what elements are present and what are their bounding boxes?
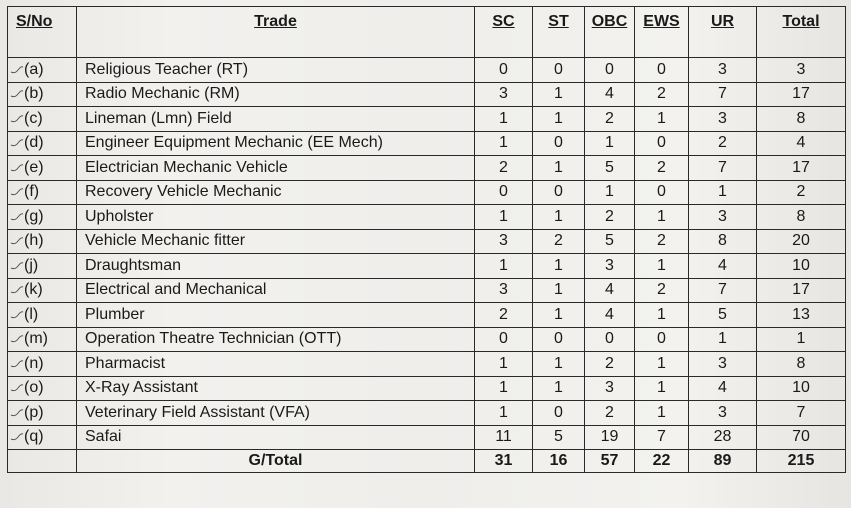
table-row [8,107,846,132]
row-sno [8,82,77,107]
header-row [8,7,846,58]
row-st: 1 [533,82,585,107]
row-ur: 3 [689,205,757,230]
row-obc: 2 [585,205,635,230]
row-sc: 3 [475,278,533,303]
row-sno-label: (l) [24,305,39,323]
row-total: 8 [757,107,846,132]
row-total: 10 [757,254,846,279]
row-sno-label: (p) [24,403,44,421]
grand-total-st: 16 [533,450,585,473]
row-sc: 1 [475,376,533,401]
row-sno-label: (j) [24,256,39,274]
table-body [8,58,846,450]
row-ur: 7 [689,156,757,181]
row-total: 17 [757,156,846,181]
table-row [8,82,846,107]
table-row [8,327,846,352]
row-ews: 2 [635,278,689,303]
row-sno [8,205,77,230]
row-sno-label: (b) [24,85,44,103]
row-st: 0 [533,58,585,83]
row-ur: 28 [689,425,757,450]
row-ur: 5 [689,303,757,328]
row-trade: Operation Theatre Technician (OTT) [77,327,475,352]
row-sno-label: (m) [24,330,48,348]
row-ews: 2 [635,156,689,181]
row-ews: 7 [635,425,689,450]
table-row [8,425,846,450]
header-total: Total [757,7,846,58]
row-st: 2 [533,229,585,254]
handwritten-tick-icon [10,89,24,99]
row-trade: Safai [77,425,475,450]
header-obc: OBC [585,7,635,58]
handwritten-tick-icon [10,212,24,222]
handwritten-tick-icon [10,285,24,295]
row-ews: 1 [635,205,689,230]
header-trade: Trade [77,7,475,58]
row-sc: 1 [475,107,533,132]
grand-total-obc: 57 [585,450,635,473]
row-sno-label: (o) [24,379,44,397]
row-sno-label: (d) [24,134,44,152]
row-sc: 0 [475,58,533,83]
row-sno [8,352,77,377]
row-st: 1 [533,303,585,328]
row-total: 13 [757,303,846,328]
row-trade: Vehicle Mechanic fitter [77,229,475,254]
row-sc: 1 [475,254,533,279]
row-obc: 3 [585,376,635,401]
grand-total-ews: 22 [635,450,689,473]
row-ur: 4 [689,376,757,401]
row-ur: 2 [689,131,757,156]
row-trade: Recovery Vehicle Mechanic [77,180,475,205]
row-ews: 1 [635,107,689,132]
row-obc: 5 [585,156,635,181]
row-obc: 4 [585,82,635,107]
row-total: 8 [757,205,846,230]
row-ur: 1 [689,180,757,205]
row-st: 1 [533,156,585,181]
row-sno [8,376,77,401]
row-total: 7 [757,401,846,426]
row-sno [8,327,77,352]
row-sc: 0 [475,180,533,205]
handwritten-tick-icon [10,163,24,173]
row-total: 17 [757,278,846,303]
row-sno [8,156,77,181]
row-sno-label: (c) [24,109,43,127]
table-row [8,401,846,426]
row-ews: 1 [635,401,689,426]
row-sno [8,131,77,156]
handwritten-tick-icon [10,187,24,197]
row-sno [8,401,77,426]
row-obc: 3 [585,254,635,279]
row-obc: 4 [585,303,635,328]
row-st: 1 [533,254,585,279]
row-trade: Plumber [77,303,475,328]
row-sno-label: (a) [24,60,44,78]
row-st: 0 [533,401,585,426]
row-st: 5 [533,425,585,450]
trade-vacancy-table [7,6,846,473]
grand-total-ur: 89 [689,450,757,473]
row-st: 1 [533,352,585,377]
table-row [8,254,846,279]
row-ews: 1 [635,352,689,377]
row-sno [8,107,77,132]
row-ur: 3 [689,107,757,132]
row-total: 4 [757,131,846,156]
row-st: 0 [533,180,585,205]
handwritten-tick-icon [10,261,24,271]
row-ur: 7 [689,278,757,303]
row-obc: 0 [585,327,635,352]
header-sc: SC [475,7,533,58]
row-ur: 8 [689,229,757,254]
handwritten-tick-icon [10,408,24,418]
row-obc: 19 [585,425,635,450]
table-row [8,229,846,254]
row-trade: X-Ray Assistant [77,376,475,401]
row-sc: 3 [475,82,533,107]
table-row [8,352,846,377]
handwritten-tick-icon [10,65,24,75]
handwritten-tick-icon [10,334,24,344]
row-ews: 1 [635,254,689,279]
row-ews: 1 [635,376,689,401]
row-total: 17 [757,82,846,107]
row-total: 1 [757,327,846,352]
row-sno [8,229,77,254]
row-sc: 0 [475,327,533,352]
row-total: 8 [757,352,846,377]
row-ews: 2 [635,82,689,107]
row-obc: 0 [585,58,635,83]
row-ur: 4 [689,254,757,279]
row-sno [8,254,77,279]
row-st: 0 [533,327,585,352]
row-sc: 11 [475,425,533,450]
row-trade: Radio Mechanic (RM) [77,82,475,107]
handwritten-tick-icon [10,310,24,320]
row-sc: 1 [475,131,533,156]
grand-total-total: 215 [757,450,846,473]
row-trade: Electrician Mechanic Vehicle [77,156,475,181]
row-st: 1 [533,205,585,230]
row-trade: Engineer Equipment Mechanic (EE Mech) [77,131,475,156]
row-ews: 1 [635,303,689,328]
row-sno-label: (f) [24,183,40,201]
row-sno [8,425,77,450]
row-total: 2 [757,180,846,205]
handwritten-tick-icon [10,138,24,148]
row-ur: 7 [689,82,757,107]
header-st: ST [533,7,585,58]
row-sc: 3 [475,229,533,254]
row-trade: Veterinary Field Assistant (VFA) [77,401,475,426]
row-sc: 1 [475,205,533,230]
handwritten-tick-icon [10,432,24,442]
table-row [8,131,846,156]
table-row [8,303,846,328]
row-obc: 2 [585,401,635,426]
row-trade: Electrical and Mechanical [77,278,475,303]
row-sno-label: (h) [24,232,44,250]
row-ews: 0 [635,131,689,156]
handwritten-tick-icon [10,236,24,246]
table-row [8,376,846,401]
row-obc: 1 [585,131,635,156]
row-st: 1 [533,107,585,132]
row-total: 70 [757,425,846,450]
row-ews: 0 [635,327,689,352]
row-sno-label: (q) [24,428,44,446]
header-ews: EWS [635,7,689,58]
table-row [8,278,846,303]
row-trade: Lineman (Lmn) Field [77,107,475,132]
row-st: 1 [533,376,585,401]
row-obc: 2 [585,352,635,377]
row-sno [8,303,77,328]
row-total: 20 [757,229,846,254]
row-obc: 1 [585,180,635,205]
row-sno-label: (n) [24,354,44,372]
table-row [8,205,846,230]
grand-total-label: G/Total [77,450,475,473]
row-trade: Pharmacist [77,352,475,377]
grand-total-row [8,450,846,473]
row-sno-label: (k) [24,281,43,299]
row-sc: 1 [475,401,533,426]
row-total: 3 [757,58,846,83]
row-obc: 4 [585,278,635,303]
row-sno-label: (g) [24,207,44,225]
row-obc: 2 [585,107,635,132]
row-ur: 1 [689,327,757,352]
handwritten-tick-icon [10,114,24,124]
row-sno [8,278,77,303]
row-ews: 0 [635,58,689,83]
row-sno [8,180,77,205]
row-sno-label: (e) [24,158,44,176]
row-total: 10 [757,376,846,401]
row-trade: Upholster [77,205,475,230]
table-row [8,180,846,205]
row-sc: 1 [475,352,533,377]
row-ur: 3 [689,401,757,426]
row-obc: 5 [585,229,635,254]
row-ur: 3 [689,58,757,83]
grand-total-sc: 31 [475,450,533,473]
row-sc: 2 [475,156,533,181]
header-ur: UR [689,7,757,58]
row-ur: 3 [689,352,757,377]
row-sno [8,58,77,83]
row-st: 1 [533,278,585,303]
grand-total-sno-cell [8,450,77,473]
row-st: 0 [533,131,585,156]
row-ews: 0 [635,180,689,205]
table-row [8,156,846,181]
row-trade: Draughtsman [77,254,475,279]
table-row [8,58,846,83]
handwritten-tick-icon [10,359,24,369]
row-trade: Religious Teacher (RT) [77,58,475,83]
handwritten-tick-icon [10,383,24,393]
row-ews: 2 [635,229,689,254]
row-sc: 2 [475,303,533,328]
header-sno: S/No [8,7,77,58]
